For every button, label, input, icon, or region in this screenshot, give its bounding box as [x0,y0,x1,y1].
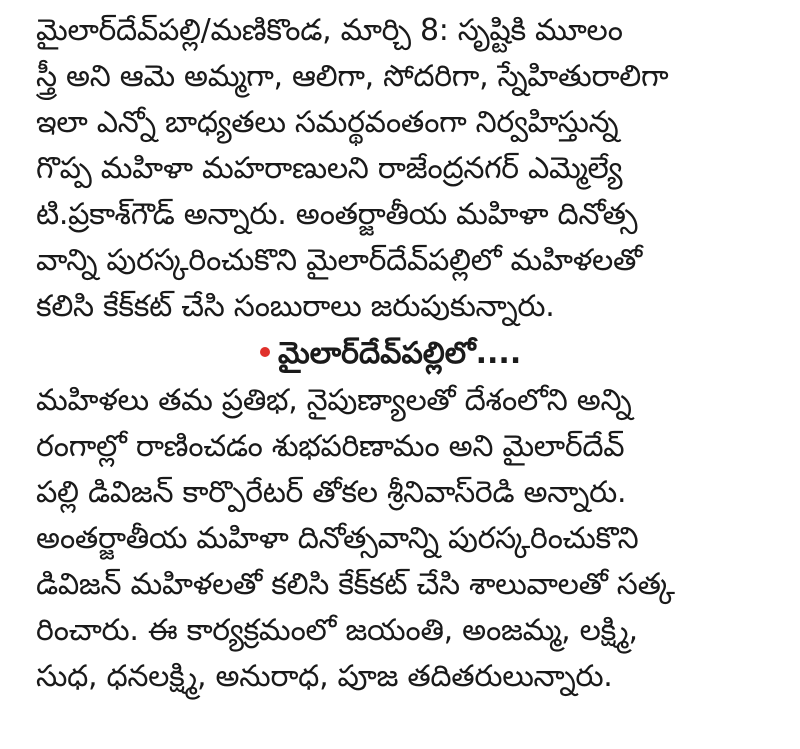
paragraph-line: టి.ప్రకాశ్‌గౌడ్ అన్నారు. అంతర్జాతీయ మహిళా దినోత్స [36,197,638,232]
paragraph-line: రించారు. ఈ కార్యక్రమంలో జయంతి, అంజమ్మ, లక్ష్మి, [36,613,638,648]
paragraph-line: డివిజన్ మహిళలతో కలిసి కేక్‌కట్ చేసి శాలువాలతో సత్క [36,567,675,602]
paragraph-line: గొప్ప మహిళా మహరాణులని రాజేంద్రనగర్ ఎమ్మెల్యే [36,151,623,186]
paragraph-line: కలిసి కేక్‌కట్ చేసి సంబురాలు జరుపుకున్నారు. [36,289,555,324]
paragraph-line: మహిళలు తమ ప్రతిభ, నైపుణ్యాలతో దేశంలోని అన్ని [36,383,632,418]
section-subheading [36,330,764,378]
paragraph-line: ఇలా ఎన్నో బాధ్యతలు సమర్థవంతంగా నిర్వహిస్తున్న [36,105,619,140]
paragraph-line: రంగాల్లో రాణించడం శుభపరిణామం అని మైలార్‌దేవ్ [36,429,625,464]
article-paragraph-1 [36,8,764,330]
paragraph-line: అంతర్జాతీయ మహిళా దినోత్సవాన్ని పురస్కరించుకొని [36,521,639,556]
paragraph-line: వాన్ని పురస్కరించుకొని మైలార్‌దేవ్‌పల్లిలో మహిళలతో [36,243,642,278]
paragraph-line: స్త్రీ అని ఆమె అమ్మగా, ఆలిగా, సోదరిగా, స్నేహితురాలిగా [36,59,669,94]
paragraph-line: మైలార్‌దేవ్‌పల్లి/మణికొండ, మార్చి 8: సృష్టికి మూలం [36,13,623,48]
paragraph-line: సుధ, ధనలక్ష్మి, అనురాధ, పూజ తదితరులున్నారు. [36,659,613,694]
paragraph-line: పల్లి డివిజన్ కార్పొరేటర్ తోకల శ్రీనివాస్‌రెడి అన్నారు. [36,475,627,510]
subheading-text: మైలార్‌దేవ్‌పల్లిలో.... [278,336,522,371]
article-paragraph-2 [36,378,764,700]
bullet-dot-icon [260,347,270,357]
